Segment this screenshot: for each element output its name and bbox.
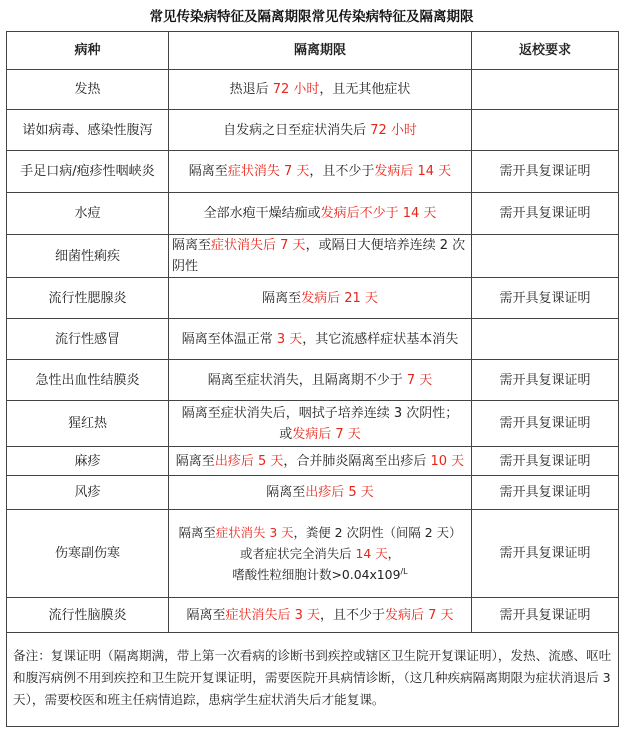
isolation-cell: 隔离至症状消失后，咽拭子培养连续 3 次阴性； 或发病后 7 天 — [169, 401, 472, 447]
table-header-row — [7, 32, 619, 70]
table-row — [7, 447, 619, 476]
disease-cell: 水痘 — [7, 193, 169, 235]
page-title: 常见传染病特征及隔离期限常见传染病特征及隔离期限 — [149, 9, 474, 25]
table-row — [7, 598, 619, 633]
table-row — [7, 151, 619, 193]
isolation-cell: 全部水疱干燥结痂或发病后不少于 14 天 — [169, 193, 472, 235]
return-cell: 需开具复课证明 — [472, 360, 619, 401]
table-row — [7, 319, 619, 360]
isolation-cell: 自发病之日至症状消失后 72 小时 — [169, 110, 472, 151]
notes-text: 备注：复课证明（隔离期满，带上第一次看病的诊断书到疾控或辖区卫生院开复课证明），发热、流感、呕吐和腹泻病例不用到疾控和卫生院开复课证明，需要医院开具病情诊断，（这几种疾病隔离期限为症状消退后 3 天），需要校医和班主任病情追踪，患病学生症状消失后才能复课。 — [7, 633, 619, 727]
disease-cell: 手足口病/疱疹性咽峡炎 — [7, 151, 169, 193]
disease-cell: 猩红热 — [7, 401, 169, 447]
return-cell — [472, 70, 619, 110]
return-cell: 需开具复课证明 — [472, 447, 619, 476]
return-cell: 需开具复课证明 — [472, 598, 619, 633]
isolation-cell: 隔离至症状消失后 3 天，且不少于发病后 7 天 — [169, 598, 472, 633]
header-return: 返校要求 — [472, 32, 619, 70]
table-row — [7, 110, 619, 151]
disease-cell: 流行性腮腺炎 — [7, 278, 169, 319]
disease-cell: 发热 — [7, 70, 169, 110]
table-row — [7, 193, 619, 235]
isolation-cell: 隔离至症状消失后 7 天，或隔日大便培养连续 2 次阴性 — [169, 235, 472, 278]
isolation-cell: 热退后 72 小时，且无其他症状 — [169, 70, 472, 110]
table-row — [7, 235, 619, 278]
disease-cell: 流行性感冒 — [7, 319, 169, 360]
return-cell: 需开具复课证明 — [472, 401, 619, 447]
isolation-cell: 隔离至发病后 21 天 — [169, 278, 472, 319]
table-row — [7, 510, 619, 598]
return-cell — [472, 110, 619, 151]
return-cell: 需开具复课证明 — [472, 278, 619, 319]
isolation-cell: 隔离至体温正常 3 天，其它流感样症状基本消失 — [169, 319, 472, 360]
disease-cell: 麻疹 — [7, 447, 169, 476]
header-isolation: 隔离期限 — [169, 32, 472, 70]
disease-cell: 风疹 — [7, 476, 169, 510]
table-row — [7, 476, 619, 510]
table-row — [7, 278, 619, 319]
header-disease: 病种 — [7, 32, 169, 70]
return-cell: 需开具复课证明 — [472, 151, 619, 193]
return-cell — [472, 235, 619, 278]
disease-cell: 细菌性痢疾 — [7, 235, 169, 278]
table-row — [7, 70, 619, 110]
isolation-cell: 隔离至出疹后 5 天，合并肺炎隔离至出疹后 10 天 — [169, 447, 472, 476]
table-row — [7, 360, 619, 401]
disease-cell: 流行性脑膜炎 — [7, 598, 169, 633]
table-row — [7, 401, 619, 447]
isolation-cell: 隔离至症状消失 3 天，粪便 2 次阴性（间隔 2 天） 或者症状完全消失后 14 天， 嗜酸性粒细胞计数$>0.04x109^{/L}$ — [169, 510, 472, 598]
notes-row — [7, 633, 619, 727]
return-cell: 需开具复课证明 — [472, 193, 619, 235]
disease-cell: 诺如病毒、感染性腹泻 — [7, 110, 169, 151]
isolation-table — [6, 31, 619, 727]
isolation-cell: 隔离至症状消失，且隔离期不少于 7 天 — [169, 360, 472, 401]
return-cell — [472, 319, 619, 360]
disease-cell: 伤寒副伤寒 — [7, 510, 169, 598]
return-cell: 需开具复课证明 — [472, 476, 619, 510]
return-cell: 需开具复课证明 — [472, 510, 619, 598]
disease-cell: 急性出血性结膜炎 — [7, 360, 169, 401]
isolation-cell: 隔离至症状消失 7 天，且不少于发病后 14 天 — [169, 151, 472, 193]
isolation-cell: 隔离至出疹后 5 天 — [169, 476, 472, 510]
